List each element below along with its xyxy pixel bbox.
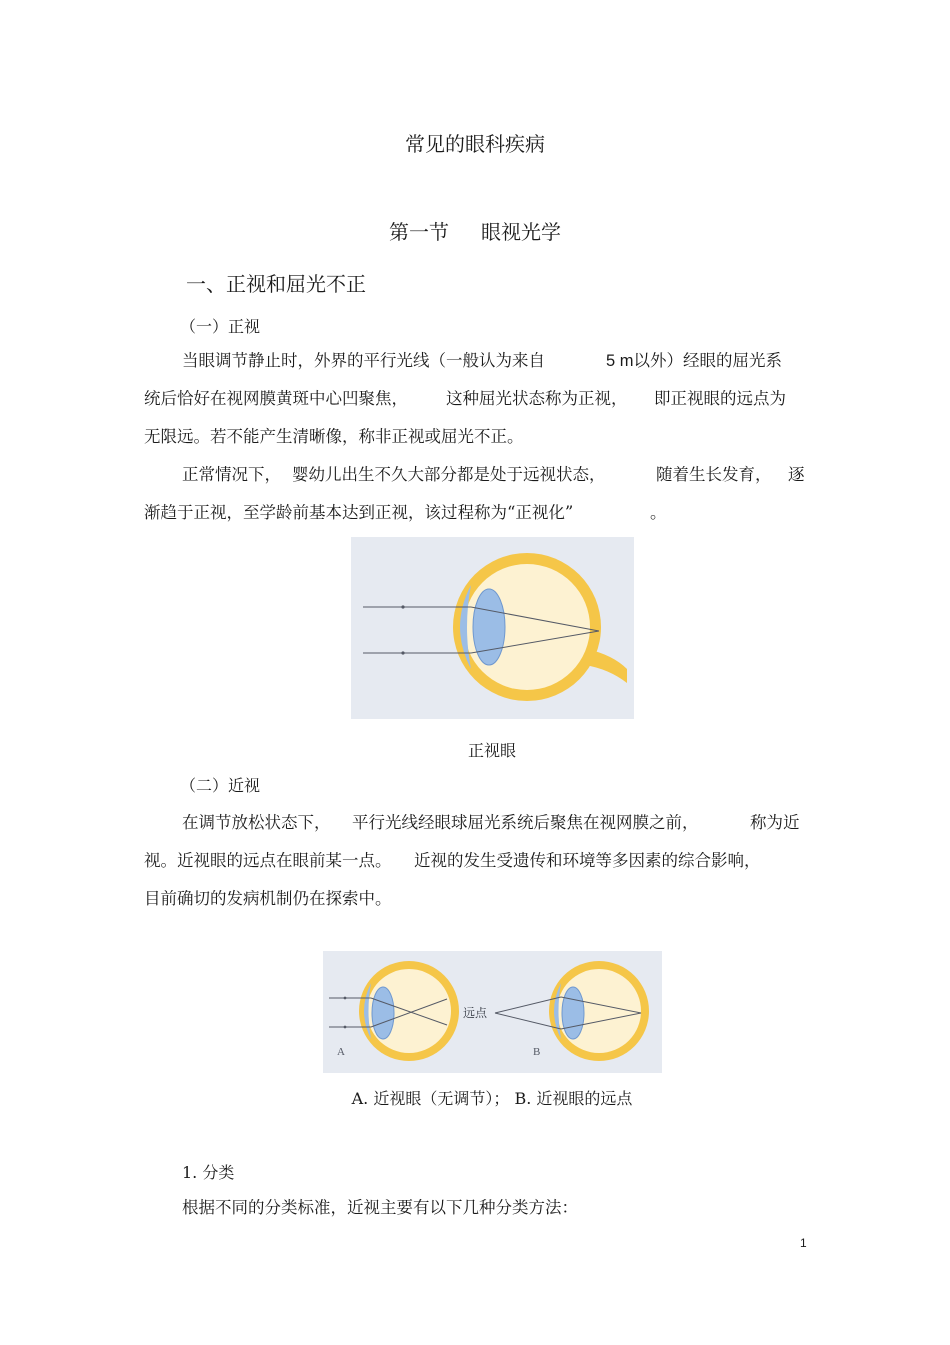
para-emmetropization-line2b: 。 (650, 503, 667, 522)
section-name: 眼视光学 (481, 220, 561, 244)
figure-label-far-point: 远点 (463, 1006, 488, 1020)
para-emmetropization-line1d: 逐 (788, 465, 805, 484)
figure-emmetropic-eye (351, 537, 634, 719)
para-classification: 根据不同的分类标准，近视主要有以下几种分类方法： (182, 1198, 578, 1217)
subheading-emmetropia: （一）正视 (180, 317, 261, 336)
subheading-myopia: （二）近视 (180, 776, 261, 795)
figure-label-a: A (337, 1046, 345, 1058)
para-emmetropia-line3: 无限远。若不能产生清晰像，称非正视或屈光不正。 (144, 427, 524, 446)
para-myopia-line1c: 称为近 (750, 813, 800, 832)
figure-myopic-eye (323, 951, 662, 1073)
para-emmetropia-line1b: 5 m以外）经眼的屈光系 (606, 352, 783, 370)
page-number: 1 (800, 1236, 807, 1250)
section-label: 第一节 (389, 220, 449, 244)
para-emmetropia-line1a: 当眼调节静止时，外界的平行光线（一般认为来自 (182, 351, 545, 370)
section-title (0, 216, 950, 245)
para-myopia-line1a: 在调节放松状态下， (182, 813, 331, 832)
para-emmetropization-line1a: 正常情况下， (182, 465, 281, 484)
para-myopia-line3: 目前确切的发病机制仍在探索中。 (144, 889, 392, 908)
subheading-classification: 1. 分类 (182, 1163, 235, 1182)
document-title: 常见的眼科疾病 (405, 132, 545, 156)
heading-emmetropia-ametropia: 一、正视和屈光不正 (186, 272, 366, 296)
para-emmetropization-line1b: 婴幼儿出生不久大部分都是处于远视状态， (292, 465, 606, 484)
para-emmetropization-line1c: 随着生长发育， (656, 465, 772, 484)
figure-caption-emmetropic: 正视眼 (467, 741, 516, 760)
para-myopia-line1b: 平行光线经眼球屈光系统后聚焦在视网膜之前， (352, 813, 699, 832)
para-emmetropia-line2a: 统后恰好在视网膜黄斑中心凹聚焦， (144, 389, 408, 408)
figure-caption-myopic: A. 近视眼（无调节）； B. 近视眼的远点 (351, 1089, 633, 1108)
para-emmetropia-line2c: 即正视眼的远点为 (654, 389, 786, 408)
para-myopia-line2a: 视。近视眼的远点在眼前某一点。 (144, 851, 392, 870)
figure-label-b: B (533, 1046, 541, 1058)
para-myopia-line2b: 近视的发生受遗传和环境等多因素的综合影响， (414, 851, 761, 870)
para-emmetropia-line2b: 这种屈光状态称为正视， (446, 389, 628, 408)
para-emmetropization-line2a: 渐趋于正视，至学龄前基本达到正视，该过程称为“正视化” (144, 503, 574, 522)
